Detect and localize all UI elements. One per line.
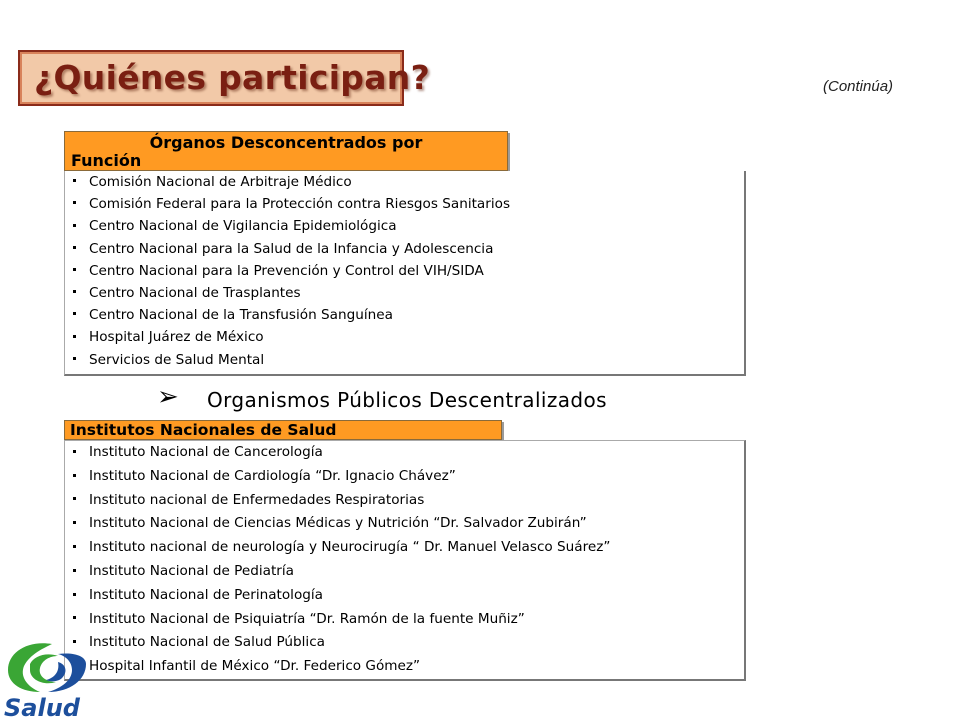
desconcentrados-list-box: [64, 171, 746, 376]
institutos-header: [64, 420, 502, 440]
desconcentrados-header: [64, 131, 508, 171]
list-item: Instituto Nacional de Salud Pública: [71, 631, 610, 655]
continued-label: (Continúa): [823, 78, 894, 95]
institutos-list: [71, 441, 610, 679]
list-item: Centro Nacional de Vigilancia Epidemiológica: [71, 215, 510, 237]
list-item: Instituto nacional de neurología y Neurocirugía “ Dr. Manuel Velasco Suárez”: [71, 536, 610, 560]
desconcentrados-header-line2: Función: [71, 151, 142, 170]
salud-logo-icon: [0, 634, 100, 720]
list-item: Instituto Nacional de Cardiología “Dr. Ignacio Chávez”: [71, 465, 610, 489]
arrow-bullet-icon: ➢: [157, 382, 179, 412]
list-item: Comisión Nacional de Arbitraje Médico: [71, 171, 510, 193]
list-item: Centro Nacional para la Prevención y Control del VIH/SIDA: [71, 260, 510, 282]
salud-logo: [0, 634, 100, 720]
section-title: Organismos Públicos Descentralizados: [207, 388, 607, 412]
page-title: ¿Quiénes participan?: [34, 58, 431, 97]
desconcentrados-header-line1: Órganos Desconcentrados por: [149, 133, 423, 152]
list-item: Instituto nacional de Enfermedades Respiratorias: [71, 489, 610, 513]
list-item: Instituto Nacional de Pediatría: [71, 560, 610, 584]
list-item: Servicios de Salud Mental: [71, 349, 510, 371]
desconcentrados-list: [71, 171, 510, 371]
list-item: Centro Nacional de la Transfusión Sanguínea: [71, 304, 510, 326]
institutos-list-box: [64, 440, 746, 681]
list-item: Instituto Nacional de Cancerología: [71, 441, 610, 465]
list-item: Centro Nacional de Trasplantes: [71, 282, 510, 304]
list-item: Hospital Infantil de México “Dr. Federico Gómez”: [71, 655, 610, 679]
logo-text: Salud: [4, 694, 80, 720]
list-item: Comisión Federal para la Protección contra Riesgos Sanitarios: [71, 193, 510, 215]
institutos-header-label: Institutos Nacionales de Salud: [70, 421, 337, 439]
list-item: Hospital Juárez de México: [71, 326, 510, 348]
list-item: Instituto Nacional de Ciencias Médicas y Nutrición “Dr. Salvador Zubirán”: [71, 512, 610, 536]
list-item: Centro Nacional para la Salud de la Infancia y Adolescencia: [71, 238, 510, 260]
title-box: [18, 50, 431, 106]
list-item: Instituto Nacional de Psiquiatría “Dr. Ramón de la fuente Muñiz”: [71, 608, 610, 632]
list-item: Instituto Nacional de Perinatología: [71, 584, 610, 608]
